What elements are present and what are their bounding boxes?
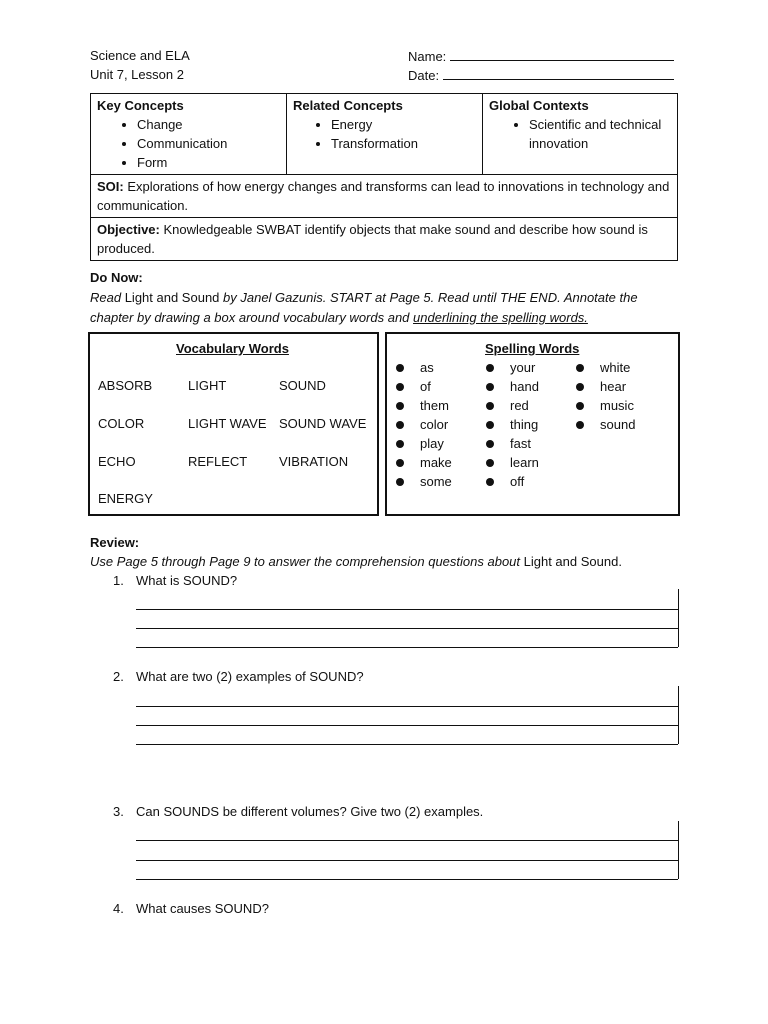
key-concepts-list (97, 115, 280, 172)
answer-line[interactable] (136, 744, 678, 745)
answer-box-edge (678, 589, 679, 647)
key-concepts-cell (91, 94, 287, 175)
do-now-title: Do Now: (90, 270, 143, 285)
bullet-icon (396, 364, 404, 372)
objective-text: Knowledgeable SWBAT identify objects that make sound and describe how sound is produced. (97, 222, 648, 256)
global-context-item: • Scientific and technical innovation (529, 115, 671, 153)
vocab-word: ABSORB (98, 378, 153, 393)
date-label: Date: (408, 68, 440, 83)
bullet-icon (396, 421, 404, 429)
related-concept-item: • Transformation (331, 134, 476, 153)
bullet-icon (576, 421, 584, 429)
spelling-word: hand (510, 379, 539, 394)
key-concept-item: • Change (137, 115, 280, 134)
bullet-icon (396, 440, 404, 448)
related-concept-item: • Energy (331, 115, 476, 134)
question-number: 2. (113, 669, 124, 684)
do-now-book-title: Light and Sound (124, 290, 220, 305)
bullet-icon (396, 478, 404, 486)
do-now-read: Read (90, 290, 125, 305)
date-field[interactable] (408, 67, 674, 83)
spelling-word: music (600, 398, 634, 413)
spelling-word: hear (600, 379, 627, 394)
answer-line[interactable] (136, 609, 678, 610)
spelling-word: as (420, 360, 434, 375)
subject-label: Science and ELA (90, 48, 190, 63)
objective-label: Objective: (97, 222, 160, 237)
concepts-table (90, 93, 678, 261)
date-blank[interactable] (443, 67, 674, 80)
spelling-word: sound (600, 417, 636, 432)
vocab-word: ENERGY (98, 491, 153, 506)
answer-line[interactable] (136, 860, 678, 861)
bullet-icon (576, 364, 584, 372)
key-concept-item: • Communication (137, 134, 280, 153)
bullet-icon (486, 459, 494, 467)
spelling-word: white (600, 360, 631, 375)
review-instr-pre: Use Page 5 through Page 9 to answer the comprehension questions about (90, 554, 524, 569)
answer-box-edge (678, 821, 679, 879)
spelling-title: Spelling Words (485, 341, 580, 356)
spelling-word: make (420, 455, 452, 470)
answer-line[interactable] (136, 879, 678, 880)
global-contexts-title: Global Contexts (489, 98, 589, 113)
question-text: Can SOUNDS be different volumes? Give two (2) examples. (136, 804, 484, 819)
review-title: Review: (90, 535, 140, 550)
bullet-icon (486, 402, 494, 410)
vocab-word: LIGHT (188, 378, 227, 393)
spelling-word: them (420, 398, 449, 413)
answer-line[interactable] (136, 725, 678, 726)
soi-label: SOI: (97, 179, 124, 194)
name-blank[interactable] (450, 48, 674, 61)
spelling-word: play (420, 436, 444, 451)
soi-cell (91, 175, 678, 218)
unit-label: Unit 7, Lesson 2 (90, 67, 184, 82)
spelling-word: thing (510, 417, 539, 432)
bullet-icon (486, 383, 494, 391)
vocab-word: REFLECT (188, 454, 248, 469)
spelling-word: some (420, 474, 452, 489)
spelling-word: your (510, 360, 536, 375)
question-text: What causes SOUND? (136, 901, 269, 916)
question-text: What is SOUND? (136, 573, 238, 588)
bullet-icon (576, 402, 584, 410)
review-book-title: Light and Sound (523, 554, 619, 569)
answer-box-edge (678, 686, 679, 744)
vocab-word: SOUND WAVE (279, 416, 367, 431)
bullet-icon (396, 383, 404, 391)
objective-cell (91, 218, 678, 261)
spelling-word: off (510, 474, 525, 489)
related-concepts-cell (287, 94, 483, 175)
key-concepts-title: Key Concepts (97, 98, 184, 113)
review-instr-post: . (618, 554, 622, 569)
vocab-word: SOUND (279, 378, 326, 393)
spelling-word: of (420, 379, 431, 394)
name-field[interactable] (408, 48, 674, 64)
bullet-icon (486, 478, 494, 486)
do-now-instructions (90, 288, 680, 328)
vocab-word: COLOR (98, 416, 145, 431)
question-number: 4. (113, 901, 124, 916)
bullet-icon (396, 402, 404, 410)
spelling-word: color (420, 417, 449, 432)
name-label: Name: (408, 49, 447, 64)
vocab-word: ECHO (98, 454, 136, 469)
review-instructions (90, 554, 622, 569)
global-contexts-list (489, 115, 671, 153)
soi-text: Explorations of how energy changes and transforms can lead to innovations in technology and communication. (97, 179, 670, 213)
answer-line[interactable] (136, 647, 678, 648)
bullet-icon (486, 364, 494, 372)
bullet-icon (486, 421, 494, 429)
related-concepts-title: Related Concepts (293, 98, 403, 113)
question-text: What are two (2) examples of SOUND? (136, 669, 364, 684)
spelling-word: red (510, 398, 529, 413)
vocabulary-title: Vocabulary Words (176, 341, 289, 356)
vocab-word: VIBRATION (279, 454, 349, 469)
answer-line[interactable] (136, 840, 678, 841)
key-concept-item: • Form (137, 153, 280, 172)
spelling-word: learn (510, 455, 539, 470)
question-number: 1. (113, 573, 124, 588)
do-now-by: by Janel Gazunis. START at Page 5. Read until THE END. Annotate the chapter by drawing a box around vocabulary words and (90, 290, 638, 325)
answer-line[interactable] (136, 628, 678, 629)
bullet-icon (576, 383, 584, 391)
do-now-underlined: underlining the spelling words. (413, 310, 588, 325)
bullet-icon (396, 459, 404, 467)
related-concepts-list (293, 115, 476, 153)
global-contexts-cell (483, 94, 678, 175)
bullet-icon (486, 440, 494, 448)
spelling-word: fast (510, 436, 531, 451)
answer-line[interactable] (136, 706, 678, 707)
vocab-word: LIGHT WAVE (188, 416, 267, 431)
question-number: 3. (113, 804, 124, 819)
